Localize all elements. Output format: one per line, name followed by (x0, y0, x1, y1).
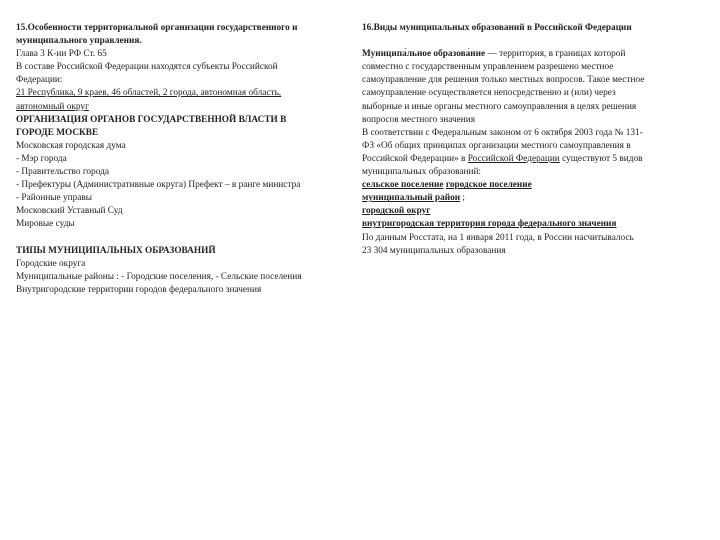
left-heading-line1: 15.Особенности территориальной организации государственного и (16, 23, 298, 33)
spacer (16, 232, 354, 245)
org-heading-line2: ГОРОДЕ МОСКВЕ (16, 127, 99, 138)
subjects-line2: Федерации: (16, 75, 63, 86)
definition-text-line: вопросов местного значения (362, 114, 476, 125)
law-line4: муниципальных образований: (362, 167, 482, 178)
chapter-line: Глава 3 К-ии РФ Ст. 65 (16, 49, 107, 60)
subjects-line1: В составе Российской Федерации находятся субъекты Российской (16, 62, 278, 73)
okrug-line: автономный округ (16, 101, 89, 112)
spacer (362, 35, 700, 48)
list-item: - Мэр города (16, 153, 67, 164)
definition-text-line: самоуправление для решения только местных вопросов. Такое местное (362, 75, 645, 86)
kinds-line2 (362, 192, 700, 205)
law-line1: В соответствии с Федеральным законом от 6 октября 2003 года № 131- (362, 127, 643, 138)
municipal-district-link[interactable]: муниципальный район (362, 193, 461, 204)
law-line3 (362, 153, 700, 166)
definition-text-line: выборные и иные органы местного самоуправления в целях решения (362, 101, 637, 112)
law-line3-start: Российской Федерации» в (362, 153, 468, 164)
org-heading-line1: ОРГАНИЗАЦИЯ ОРГАНОВ ГОСУДАРСТВЕННОЙ ВЛАСТИ В (16, 114, 287, 125)
left-heading-line2: муниципального управления. (16, 36, 142, 47)
stats-line2: 23 304 муниципальных образования (362, 245, 506, 256)
republics-line: 21 Республика, 9 краев, 46 областей, 2 города, автономная область, (16, 88, 282, 99)
definition-text-line: самоуправление осуществляется непосредственно и (или) через (362, 88, 616, 99)
right-column (362, 22, 700, 258)
list-item: Московская городская дума (16, 140, 126, 151)
types-item: Муниципальные районы : - Городские поселения, - Сельские поселения (16, 271, 302, 282)
definition-line (362, 48, 700, 61)
city-okrug-link[interactable]: городской округ (362, 206, 431, 217)
right-heading: 16.Виды муниципальных образований в Российской Федерации (362, 23, 632, 33)
district-suffix: ; (460, 193, 466, 204)
definition-text-line: совместно с государственным управлением разрешено местное (362, 62, 614, 73)
intracity-territory-link[interactable]: внутригородская территория города федерального значения (362, 219, 617, 230)
stats-line1: По данным Росстата, на 1 января 2011 года, в России насчитывалось (362, 232, 634, 243)
kinds-line1 (362, 179, 700, 192)
list-item: Мировые суды (16, 219, 75, 230)
urban-settlement-link[interactable]: городское поселение (445, 180, 532, 191)
law-line3-end: существуют 5 видов (559, 153, 643, 164)
list-item: - Районные управы (16, 193, 93, 204)
list-item: Московский Уставный Суд (16, 206, 123, 217)
list-item: - Правительство города (16, 167, 109, 178)
russia-link[interactable]: Российской Федерации (467, 153, 560, 164)
types-heading: ТИПЫ МУНИЦИПАЛЬНЫХ ОБРАЗОВАНИЙ (16, 245, 216, 256)
types-item: Городские округа (16, 258, 86, 269)
law-line2: ФЗ «Об общих принципах организации местного самоуправления в (362, 140, 631, 151)
left-column (16, 22, 354, 297)
definition-rest: — территория, в границах которой (485, 49, 626, 60)
definition-term: Муниципа́льное образова́ние (362, 49, 486, 60)
types-item: Внутригородские территории городов федерального значения (16, 284, 262, 295)
rural-settlement-link[interactable]: сельское поселение (362, 180, 444, 191)
list-item: - Префектуры (Административные округа) Префект – в ранге министра (16, 180, 301, 191)
